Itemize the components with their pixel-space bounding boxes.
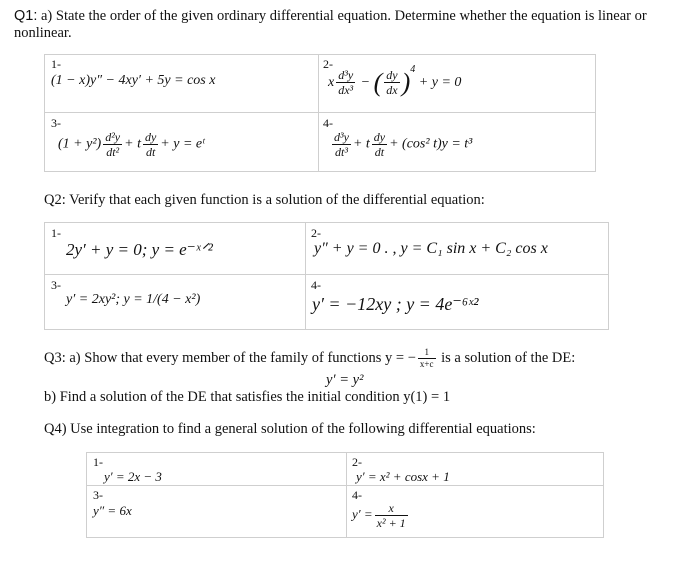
q2-item3-number: 3- <box>51 278 61 292</box>
q4-item3-number: 3- <box>93 488 103 502</box>
q3-differential-equation: y′ = y² <box>326 372 364 388</box>
q2-heading: Q2: Verify that each given function is a solution of the differential equation: <box>44 192 485 208</box>
q1-item1-number: 1- <box>51 57 61 71</box>
q1-item3-equation: (1 + y²) $\frac{\text{d²y}}{\text{dt²}}$ + t $\frac{dy}{dt}$ + y = eᵗ <box>58 130 205 159</box>
q4-table <box>86 452 604 538</box>
q1-line2: nonlinear. <box>14 25 72 41</box>
q2-item1-number: 1- <box>51 226 61 240</box>
q2-item4-equation: y′ = −12xy ; y = 4e⁻⁶ˣ² <box>312 294 479 314</box>
q4-item4-equation: y′ = $\frac{x}{\text{x² + 1}}$ <box>352 501 406 530</box>
q4-item4-number: 4- <box>352 488 362 502</box>
q1-item4-number: 4- <box>323 116 333 130</box>
q4-item3-equation: y″ = 6x <box>93 503 132 518</box>
q1-item4-equation: $\frac{\text{d³y}}{\text{dt³}}$ + t $\frac{dy}{dt}$ + (cos² t)y = t³ <box>334 130 473 159</box>
q4-item2-equation: y′ = x² + cosx + 1 <box>356 469 450 484</box>
q1-item2-number: 2- <box>323 57 333 71</box>
q1-item1-equation: (1 − x)y″ − 4xy′ + 5y = cos x <box>51 73 216 88</box>
q1-item2-equation: x $\frac{\text{d³y}}{\text{dx³}}$ − ( $\frac{dy}{dx}$ )$^4$ + y = 0 <box>328 64 462 98</box>
q4-heading: Q4) Use integration to find a general solution of the following differential equations: <box>44 421 536 437</box>
q1-heading <box>14 8 694 42</box>
q4-item1-equation: y′ = 2x − 3 <box>104 469 162 484</box>
q1-line1: Q1: a) State the order of the given ordinary differential equation. Determine whether the equation is linear or <box>14 8 647 24</box>
q2-item2-number: 2- <box>311 226 321 240</box>
q2-item3-equation: y′ = 2xy²; y = 1/(4 − x²) <box>66 292 201 307</box>
q4-item2-number: 2- <box>352 455 362 469</box>
q2-item2-equation: y″ + y = 0 . , y = C₁ sin x + C₂ cos x <box>314 240 548 257</box>
q3-part-b: b) Find a solution of the DE that satisfies the initial condition y(1) = 1 <box>44 389 451 405</box>
q2-item1-equation: 2y′ + y = 0; y = e⁻ˣᐟ² <box>66 240 213 259</box>
q2-item4-number: 4- <box>311 278 321 292</box>
q1-item3-number: 3- <box>51 116 61 130</box>
q4-item1-number: 1- <box>93 455 103 469</box>
q3-heading: Q3: a) Show that every member of the family of functions y = − $\frac{1}{x+c}$ is a solution of the DE: <box>44 347 576 369</box>
